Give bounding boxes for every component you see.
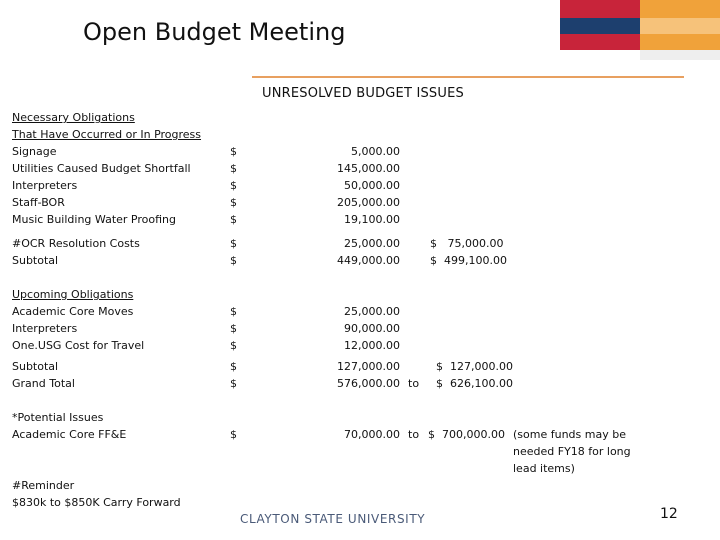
necessary-item-amount: 50,000.00 <box>344 179 400 192</box>
upcoming-item-currency: $ <box>230 322 237 335</box>
necessary-item-label: Music Building Water Proofing <box>12 213 176 226</box>
upcoming-item-label: One.USG Cost for Travel <box>12 339 145 352</box>
reminder-line-2: $830k to $850K Carry Forward <box>12 496 181 509</box>
grand-total-amount: 576,000.00 <box>337 377 400 390</box>
potential-item-currency: $ <box>230 428 237 441</box>
reminder-line-1: #Reminder <box>12 479 75 492</box>
ocr-amount: 25,000.00 <box>344 237 400 250</box>
decor-block-red2 <box>560 34 640 50</box>
upcoming-item-amount: 90,000.00 <box>344 322 400 335</box>
grand-total-label: Grand Total <box>12 377 75 390</box>
upcoming-subtotal-amount: 127,000.00 <box>337 360 400 373</box>
potential-note-line: needed FY18 for long <box>513 445 631 458</box>
decor-block-lightorange <box>640 18 720 34</box>
upcoming-subtotal-currency: $ <box>230 360 237 373</box>
necessary-item-currency: $ <box>230 213 237 226</box>
decor-block-orange <box>640 0 720 18</box>
upcoming-subtotal-total: $ 127,000.00 <box>436 360 513 373</box>
necessary-item-label: Utilities Caused Budget Shortfall <box>12 162 191 175</box>
upcoming-item-label: Academic Core Moves <box>12 305 134 318</box>
necessary-item-label: Signage <box>12 145 57 158</box>
decor-block-navy <box>560 18 640 34</box>
section-title: UNRESOLVED BUDGET ISSUES <box>262 86 464 101</box>
necessary-item-amount: 205,000.00 <box>337 196 400 209</box>
potential-item-amount: 70,000.00 <box>344 428 400 441</box>
university-logo: CLAYTON STATE UNIVERSITY <box>240 512 426 526</box>
necessary-subtotal-total: $ 499,100.00 <box>430 254 507 267</box>
upcoming-item-amount: 25,000.00 <box>344 305 400 318</box>
upcoming-item-amount: 12,000.00 <box>344 339 400 352</box>
grand-total-to: to <box>408 377 420 390</box>
necessary-heading-1: Necessary Obligations <box>12 111 135 124</box>
necessary-item-currency: $ <box>230 145 237 158</box>
necessary-item-label: Interpreters <box>12 179 78 192</box>
necessary-heading-2: That Have Occurred or In Progress <box>12 128 202 141</box>
potential-item-total: $ 700,000.00 <box>428 428 505 441</box>
necessary-subtotal-currency: $ <box>230 254 237 267</box>
ocr-total: $ 75,000.00 <box>430 237 504 250</box>
necessary-item-currency: $ <box>230 162 237 175</box>
upcoming-subtotal-label: Subtotal <box>12 360 59 373</box>
necessary-item-currency: $ <box>230 196 237 209</box>
necessary-item-amount: 145,000.00 <box>337 162 400 175</box>
title-divider <box>252 76 684 78</box>
necessary-item-currency: $ <box>230 179 237 192</box>
page-number: 12 <box>660 506 678 522</box>
necessary-subtotal-amount: 449,000.00 <box>337 254 400 267</box>
ocr-currency: $ <box>230 237 237 250</box>
upcoming-item-label: Interpreters <box>12 322 78 335</box>
upcoming-heading: Upcoming Obligations <box>12 288 134 301</box>
slide-title: Open Budget Meeting <box>83 18 346 46</box>
potential-note-line: (some funds may be <box>513 428 626 441</box>
potential-note-line: lead items) <box>513 462 575 475</box>
decor-block-red <box>560 0 640 18</box>
necessary-item-amount: 19,100.00 <box>344 213 400 226</box>
necessary-item-amount: 5,000.00 <box>351 145 400 158</box>
grand-total-total: $ 626,100.00 <box>436 377 513 390</box>
grand-total-currency: $ <box>230 377 237 390</box>
necessary-item-label: Staff-BOR <box>12 196 65 209</box>
decor-block-gray2 <box>640 50 720 60</box>
upcoming-item-currency: $ <box>230 305 237 318</box>
ocr-label: #OCR Resolution Costs <box>12 237 140 250</box>
necessary-subtotal-label: Subtotal <box>12 254 59 267</box>
upcoming-item-currency: $ <box>230 339 237 352</box>
decor-block-orange2 <box>640 34 720 50</box>
potential-item-to: to <box>408 428 420 441</box>
potential-heading: *Potential Issues <box>12 411 104 424</box>
potential-item-label: Academic Core FF&E <box>12 428 127 441</box>
